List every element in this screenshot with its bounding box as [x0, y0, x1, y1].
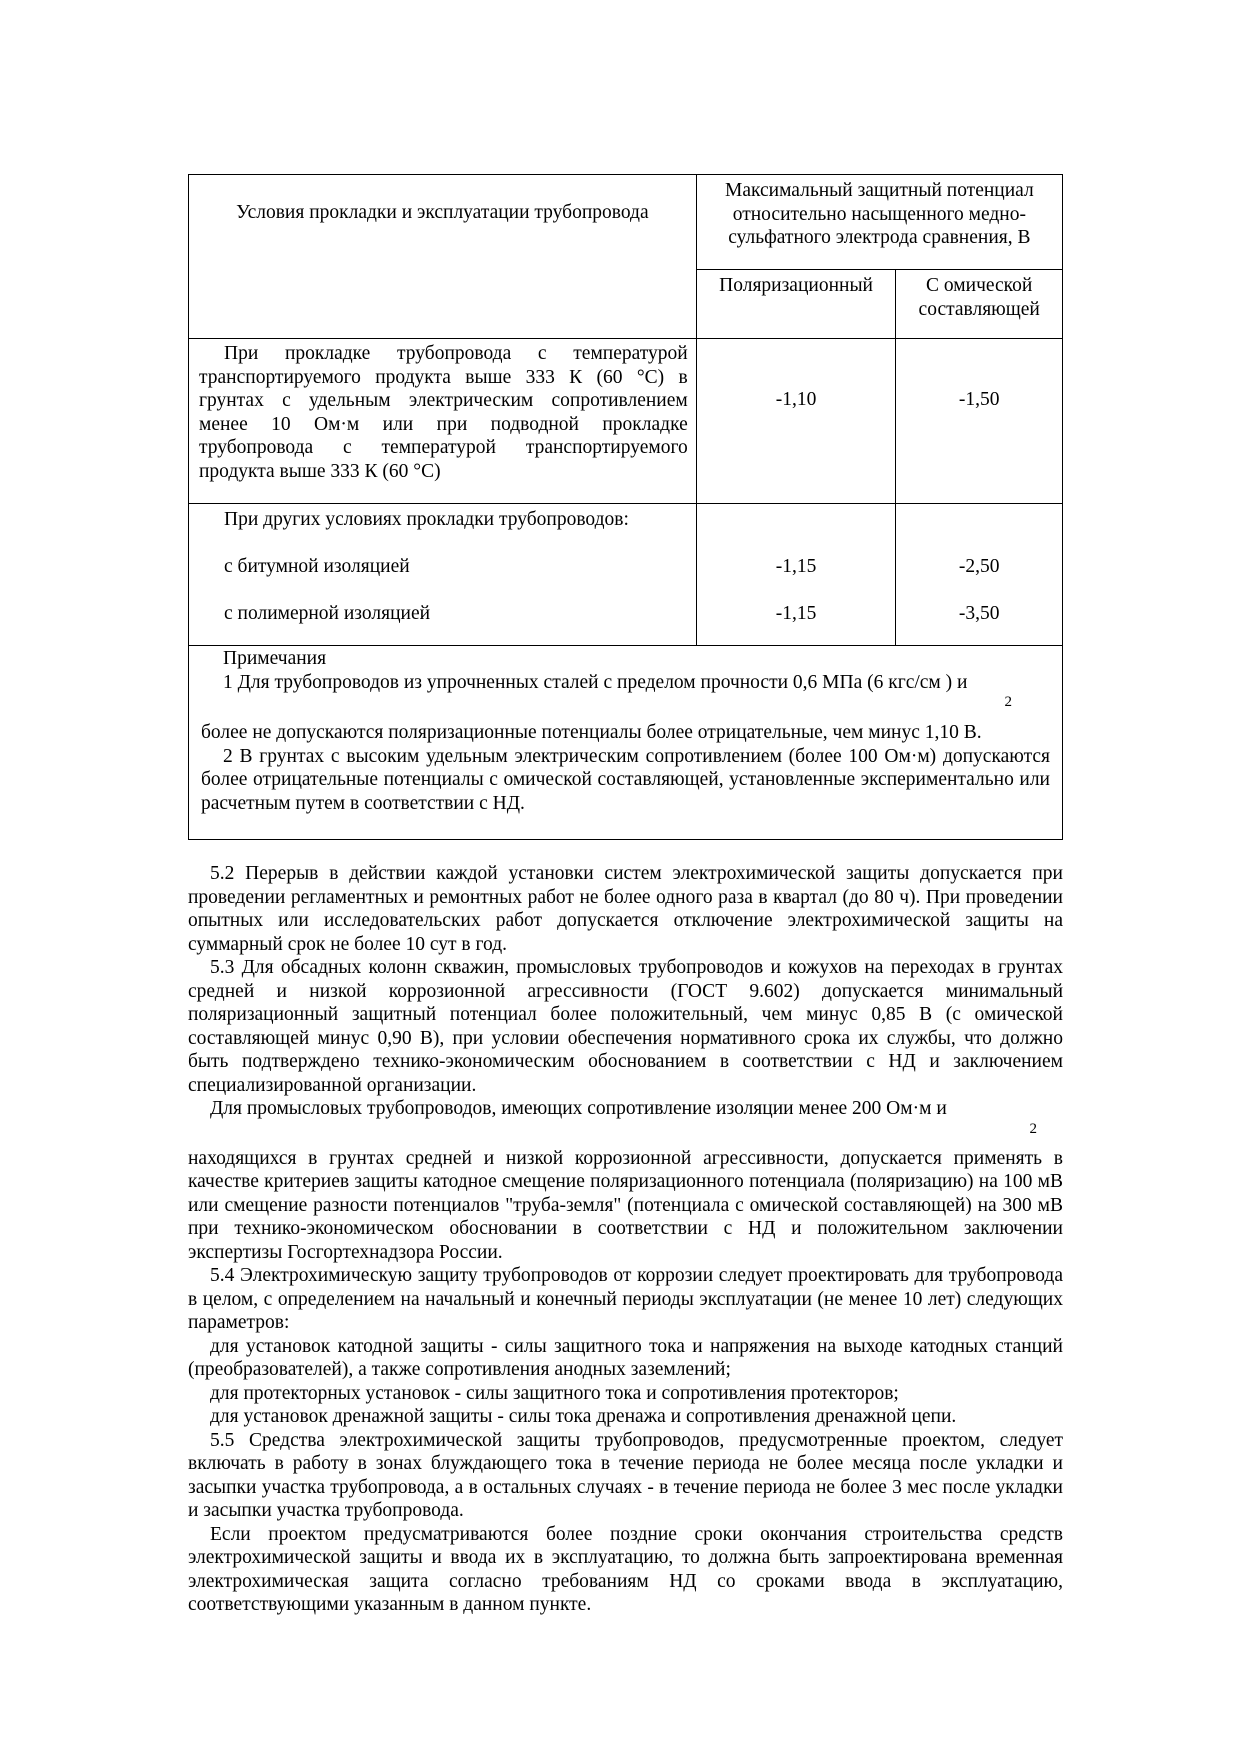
- row2-polarization-cell: [696, 504, 896, 646]
- note1-superscript: 2: [1004, 694, 1012, 710]
- paragraph-5-4-item2: для протекторных установок - силы защитного тока и сопротивления протекторов;: [210, 1382, 899, 1404]
- note1-part2: более не допускаются поляризационные потенциалы более отрицательные, чем минус 1,10 В.: [201, 722, 982, 743]
- paragraph-5-3: 5.3 Для обсадных колонн скважин, промысловых трубопроводов и кожухов на переходах в грунтах средней и низкой коррозионной агрессивности (ГОСТ 9.602) допускается минимальный поляризационный защитный потенциал более положительный, чем минус 0,85 В (с омической составляющей минус 0,90 В), при условии обеспечения нормативного срока их службы, что должно быть подтверждено технико-экономическим обоснованием в соответствии с НД и заключением специализированной организации.: [188, 957, 1063, 1096]
- row1-condition: При прокладке трубопровода с температурой транспортируемого продукта выше 333 К (60 °С) в грунтах с удельным электрическим сопротивлением менее 10 Ом·м или при подводной прокладке трубопровода с температурой транспортируемого продукта выше 333 К (60 °С): [199, 343, 688, 482]
- row2-polymer-polarization: -1,15: [775, 603, 817, 624]
- row2-intro: При других условиях прокладки трубопроводов:: [224, 509, 629, 530]
- row1-condition-cell: [189, 339, 697, 504]
- header-conditions: Условия прокладки и эксплуатации трубопровода: [236, 202, 649, 223]
- paragraph-5-4-item1: для установок катодной защиты - силы защитного тока и напряжения на выходе катодных станций (преобразователей), а также сопротивления анодных заземлений;: [188, 1335, 1063, 1380]
- header-polarization: Поляризационный: [719, 275, 873, 296]
- notes-title: Примечания: [223, 648, 327, 669]
- row2-polymer-ohmic: -3,50: [958, 603, 1000, 624]
- row2-condition-cell: [189, 504, 697, 646]
- header-potential: Максимальный защитный потенциал относительно насыщенного медно-сульфатного электрода сравнения, В: [725, 180, 1034, 248]
- paragraph-5-3-superscript: 2: [1029, 1120, 1037, 1137]
- paragraph-5-3-b-part2: находящихся в грунтах средней и низкой коррозионной агрессивности, допускается применять в качестве критериев защиты катодное смещение поляризационного потенциала (поляризацию) на 100 мВ или смещение разности потенциалов "труба-земля" (потенциала с омической составляющей) на 300 мВ при технико-экономическом обосновании в соответствии с НД и положительном заключении экспертизы Госгортехнадзора России.: [188, 1147, 1063, 1263]
- body-text: [188, 862, 1063, 1617]
- header-potential-cell: [696, 175, 1062, 270]
- notes-cell: [189, 646, 1063, 840]
- paragraph-5-5: 5.5 Средства электрохимической защиты трубопроводов, предусмотренные проектом, следует включать в работу в зонах блуждающего тока в течение периода не более месяца после укладки и засыпки участка трубопровода, а в остальных случаях - в течение периода не более 3 мес после укладки и засыпки участка трубопровода.: [188, 1429, 1063, 1521]
- row1-ohmic-cell: [896, 339, 1063, 504]
- row1-polarization: -1,10: [775, 389, 817, 410]
- header-polarization-cell: [696, 270, 896, 339]
- paragraph-5-5-b: Если проектом предусматриваются более поздние сроки окончания строительства средств электрохимической защиты и ввода их в эксплуатацию, то должна быть запроектирована временная электрохимическая защита согласно требованиям НД со сроками ввода в эксплуатацию, соответствующими указанным в данном пункте.: [188, 1523, 1063, 1615]
- row1-ohmic: -1,50: [958, 389, 1000, 410]
- row2-polymer-label: с полимерной изоляцией: [224, 603, 431, 624]
- paragraph-5-2: 5.2 Перерыв в действии каждой установки систем электрохимической защиты допускается при проведении регламентных и ремонтных работ не более одного раза в квартал (до 80 ч). При проведении опытных или исследовательских работ допускается отключение электрохимической защиты на суммарный срок не более 10 сут в год.: [188, 863, 1063, 955]
- table-row: [189, 339, 1063, 504]
- paragraph-5-4-item3: для установок дренажной защиты - силы тока дренажа и сопротивления дренажной цепи.: [210, 1406, 957, 1427]
- notes-row: [189, 646, 1063, 840]
- row2-ohmic-cell: [896, 504, 1063, 646]
- row1-polarization-cell: [696, 339, 896, 504]
- row2-bitumen-label: с битумной изоляцией: [224, 556, 410, 577]
- header-conditions-cell: [189, 175, 697, 339]
- header-ohmic-cell: [896, 270, 1063, 339]
- header-ohmic: С омической составляющей: [918, 275, 1040, 320]
- row2-bitumen-polarization: -1,15: [775, 556, 817, 577]
- note2: 2 В грунтах с высоким удельным электрическим сопротивлением (более 100 Ом·м) допускаются более отрицательные потенциалы с омической составляющей, установленные экспериментально или расчетным путем в соответствии с НД.: [201, 745, 1050, 814]
- note1-part1: 1 Для трубопроводов из упрочненных сталей с пределом прочности 0,6 МПа (6 кгс/см ) и: [223, 671, 968, 693]
- row2-bitumen-ohmic: -2,50: [958, 556, 1000, 577]
- table-row: [189, 504, 1063, 646]
- paragraph-5-4: 5.4 Электрохимическую защиту трубопроводов от коррозии следует проектировать для трубопровода в целом, с определением на начальный и конечный периоды эксплуатации (не менее 10 лет) следующих параметров:: [188, 1265, 1063, 1333]
- protective-potential-table: [188, 174, 1063, 840]
- paragraph-5-3-b-part1: Для промысловых трубопроводов, имеющих сопротивление изоляции менее 200 Ом·м и: [210, 1098, 947, 1119]
